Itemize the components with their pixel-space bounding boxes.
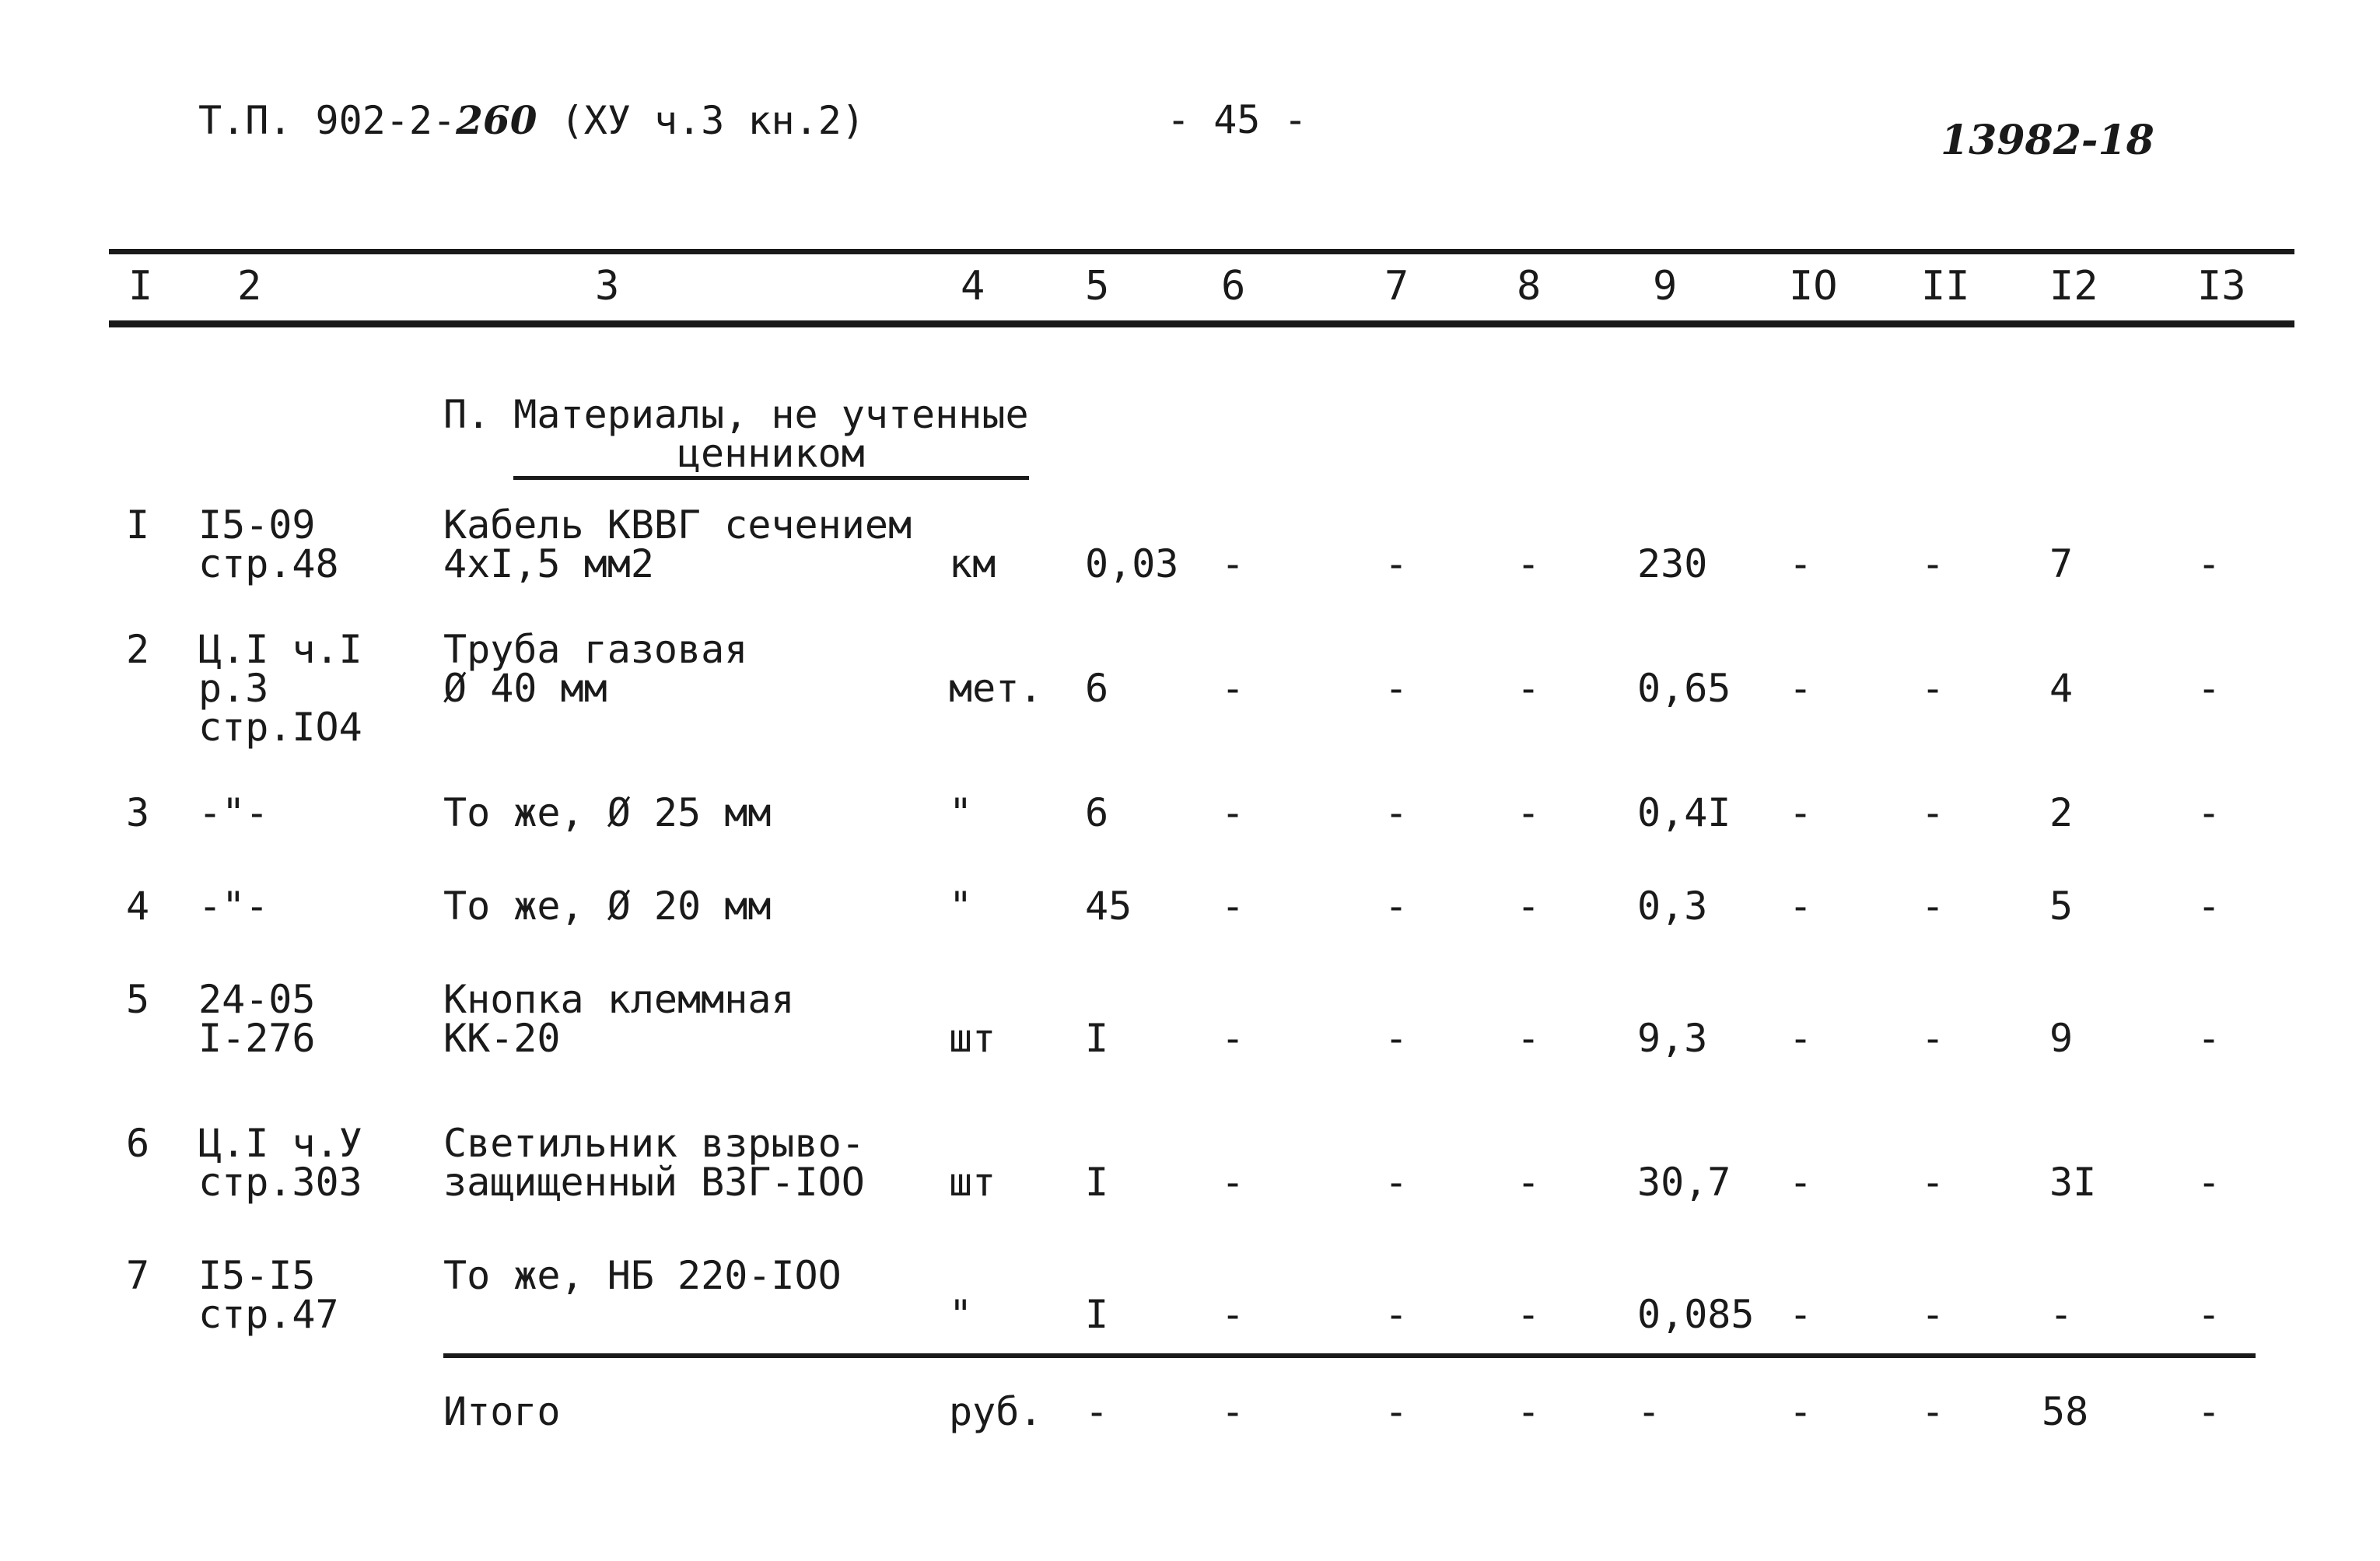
table-top-rule <box>109 249 2294 254</box>
row-reference: -"- <box>198 884 269 929</box>
row-value-c10: - <box>1789 1160 1813 1205</box>
row-value-c10: - <box>1789 790 1813 835</box>
row-value-c12: - <box>2049 1292 2074 1337</box>
row-value-c12: 3I <box>2049 1160 2097 1205</box>
row-value-c11: - <box>1921 884 1945 929</box>
row-value-c7: - <box>1384 1016 1409 1061</box>
row-value-c10: - <box>1789 1292 1813 1337</box>
row-name: То же, Ø 25 мм <box>443 790 772 835</box>
row-value-c13: - <box>2197 790 2221 835</box>
document-code-handwritten: 260 <box>456 97 537 143</box>
row-number: I <box>126 502 150 548</box>
row-value-c10: - <box>1789 666 1813 711</box>
row-number: 7 <box>126 1253 150 1298</box>
total-value-c9: - <box>1637 1389 1661 1434</box>
column-number: 2 <box>237 263 262 310</box>
row-value-c6: - <box>1221 884 1245 929</box>
row-value-c9: 0,3 <box>1637 884 1708 929</box>
column-number: IO <box>1789 263 1838 310</box>
row-value-c11: - <box>1921 1292 1945 1337</box>
column-number: I <box>128 263 153 310</box>
row-value-c7: - <box>1384 1292 1409 1337</box>
row-value-c12: 5 <box>2049 884 2074 929</box>
total-rule <box>443 1353 2256 1358</box>
row-reference: Ц.I ч.У стр.303 <box>198 1121 362 1205</box>
row-value-c10: - <box>1789 884 1813 929</box>
column-number: 9 <box>1653 263 1678 310</box>
row-value-c6: - <box>1221 541 1245 586</box>
row-value-c9: 0,65 <box>1637 666 1731 711</box>
row-value-c8: - <box>1517 884 1541 929</box>
row-value-c6: - <box>1221 1292 1245 1337</box>
column-number: I2 <box>2049 263 2098 310</box>
row-value-c5: 6 <box>1085 666 1109 711</box>
row-value-c8: - <box>1517 1292 1541 1337</box>
row-number: 4 <box>126 884 150 929</box>
row-value-c7: - <box>1384 666 1409 711</box>
document-code-suffix: (ХУ ч.3 кн.2) <box>560 98 865 143</box>
total-value-c6: - <box>1221 1389 1245 1434</box>
row-value-c7: - <box>1384 790 1409 835</box>
row-value-c8: - <box>1517 541 1541 586</box>
row-value-c5: 6 <box>1085 790 1109 835</box>
inventory-number: 13982-18 <box>1941 117 2154 164</box>
row-value-c6: - <box>1221 790 1245 835</box>
row-value-c11: - <box>1921 1160 1945 1205</box>
row-number: 3 <box>126 790 150 835</box>
total-value-c12: 58 <box>2042 1389 2089 1434</box>
row-value-c7: - <box>1384 1160 1409 1205</box>
row-name: То же, НБ 220-IOO <box>443 1253 842 1298</box>
row-value-c6: - <box>1221 1016 1245 1061</box>
total-value-c10: - <box>1789 1389 1813 1434</box>
row-value-c13: - <box>2197 1160 2221 1205</box>
row-value-c6: - <box>1221 666 1245 711</box>
row-reference: -"- <box>198 790 269 835</box>
row-name: То же, Ø 20 мм <box>443 884 772 929</box>
row-number: 5 <box>126 977 150 1022</box>
row-value-c9: 30,7 <box>1637 1160 1731 1205</box>
row-unit: " <box>949 790 973 835</box>
row-value-c12: 7 <box>2049 541 2074 586</box>
row-value-c13: - <box>2197 666 2221 711</box>
row-value-c6: - <box>1221 1160 1245 1205</box>
row-value-c7: - <box>1384 884 1409 929</box>
column-number: 3 <box>595 263 620 310</box>
row-value-c13: - <box>2197 1292 2221 1337</box>
row-value-c8: - <box>1517 1160 1541 1205</box>
row-value-c8: - <box>1517 666 1541 711</box>
page-number: - 45 - <box>1167 97 1307 142</box>
total-value-c8: - <box>1517 1389 1541 1434</box>
row-unit: " <box>949 884 973 929</box>
row-reference: I5-09 стр.48 <box>198 502 339 586</box>
row-reference: Ц.I ч.I р.3 стр.IO4 <box>198 627 362 750</box>
column-number: 6 <box>1221 263 1246 310</box>
total-value-c7: - <box>1384 1389 1409 1434</box>
row-value-c5: I <box>1085 1292 1109 1337</box>
row-value-c8: - <box>1517 790 1541 835</box>
row-name: Кнопка клеммная КК-20 <box>443 977 795 1061</box>
document-code-prefix: Т.П. 902-2- <box>198 98 457 143</box>
column-number: I3 <box>2197 263 2246 310</box>
row-value-c5: I <box>1085 1016 1109 1061</box>
row-reference: I5-I5 стр.47 <box>198 1253 339 1337</box>
row-name: Кабель КВВГ сечением 4хI,5 мм2 <box>443 502 912 586</box>
row-number: 2 <box>126 627 150 672</box>
row-value-c13: - <box>2197 884 2221 929</box>
total-value-c5: - <box>1085 1389 1109 1434</box>
column-number: II <box>1921 263 1970 310</box>
row-value-c10: - <box>1789 1016 1813 1061</box>
row-unit: шт <box>949 1016 996 1061</box>
row-name: Светильник взрыво- защищенный ВЗГ-IOO <box>443 1121 865 1205</box>
row-value-c9: 0,4I <box>1637 790 1731 835</box>
row-value-c10: - <box>1789 541 1813 586</box>
row-unit: шт <box>949 1160 996 1205</box>
row-value-c12: 2 <box>2049 790 2074 835</box>
total-label: Итого <box>443 1389 561 1434</box>
row-value-c12: 9 <box>2049 1016 2074 1061</box>
row-value-c11: - <box>1921 541 1945 586</box>
row-unit: мет. <box>949 666 1043 711</box>
row-unit: км <box>949 541 996 586</box>
row-name: Труба газовая Ø 40 мм <box>443 627 748 711</box>
section-title-line2: ценником <box>513 434 1029 480</box>
column-number: 8 <box>1517 263 1542 310</box>
row-value-c7: - <box>1384 541 1409 586</box>
row-value-c11: - <box>1921 1016 1945 1061</box>
row-value-c9: 0,085 <box>1637 1292 1755 1337</box>
row-value-c5: 0,03 <box>1085 541 1179 586</box>
row-value-c11: - <box>1921 666 1945 711</box>
row-value-c5: I <box>1085 1160 1109 1205</box>
table-header-rule <box>109 320 2294 327</box>
row-value-c9: 9,3 <box>1637 1016 1708 1061</box>
section-title <box>443 392 1029 480</box>
row-value-c8: - <box>1517 1016 1541 1061</box>
column-number: 5 <box>1085 263 1110 310</box>
row-value-c13: - <box>2197 1016 2221 1061</box>
row-value-c9: 230 <box>1637 541 1708 586</box>
row-value-c13: - <box>2197 541 2221 586</box>
row-value-c5: 45 <box>1085 884 1132 929</box>
section-title-line1: П. Материалы, не учтенные <box>443 392 1029 437</box>
total-value-c13: - <box>2197 1389 2221 1434</box>
total-value-c11: - <box>1921 1389 1945 1434</box>
row-value-c12: 4 <box>2049 666 2074 711</box>
total-unit: руб. <box>949 1389 1043 1434</box>
column-number: 7 <box>1384 263 1409 310</box>
row-value-c11: - <box>1921 790 1945 835</box>
row-number: 6 <box>126 1121 150 1166</box>
column-number: 4 <box>961 263 985 310</box>
document-code <box>198 97 865 143</box>
row-unit: " <box>949 1292 973 1337</box>
row-reference: 24-05 I-276 <box>198 977 316 1061</box>
